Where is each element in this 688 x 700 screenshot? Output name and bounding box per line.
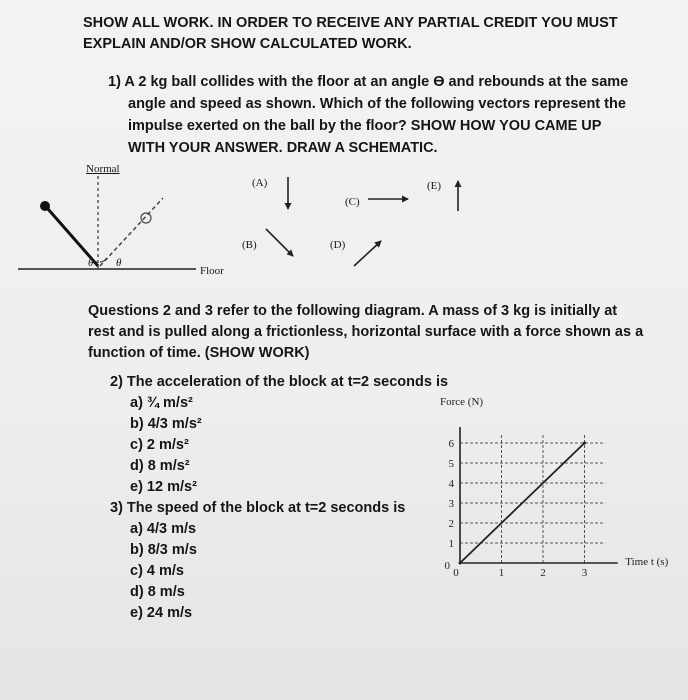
- q2-option-b: b) 4/3 m/s²: [130, 416, 202, 432]
- normal-label: Normal: [86, 163, 120, 175]
- q2-option-a: a) ¾ m/s²: [130, 395, 193, 411]
- theta-right-label: θ: [116, 257, 122, 269]
- q1-line-4: WITH YOUR ANSWER. DRAW A SCHEMATIC.: [128, 140, 438, 156]
- intro-line-1: Questions 2 and 3 refer to the following diagram. A mass of 3 kg is initially at: [88, 303, 618, 319]
- vector-e-label: (E): [427, 180, 442, 192]
- x-tick-label-2: 2: [540, 567, 546, 579]
- vector-c-label: (C): [345, 196, 360, 208]
- vector-b-label: (B): [242, 239, 257, 251]
- q3-option-b: b) 8/3 m/s: [130, 542, 197, 558]
- series-point-0-0: [459, 562, 462, 565]
- x-tick-label-3: 3: [581, 567, 588, 579]
- y-tick-label-2: 2: [448, 518, 454, 530]
- x-axis-title: Time t (s): [625, 556, 669, 568]
- q3-option-e: e) 24 m/s: [130, 605, 193, 621]
- theta-left-label: θ: [88, 257, 94, 269]
- series-point-0-1: [583, 442, 586, 445]
- floor-label: Floor: [200, 265, 224, 277]
- header-line-2: EXPLAIN AND/OR SHOW CALCULATED WORK.: [83, 36, 412, 52]
- origin-label: 0: [444, 560, 450, 572]
- x-tick-label-1: 1: [498, 567, 505, 579]
- q1-line-1: 1) A 2 kg ball collides with the floor at an angle ϴ and rebounds at the same: [108, 74, 629, 90]
- y-tick-label-1: 1: [448, 538, 454, 550]
- y-axis-title: Force (N): [440, 396, 484, 408]
- y-tick-label-4: 4: [448, 478, 454, 490]
- q3-option-d: d) 8 m/s: [130, 584, 185, 600]
- q1-line-3: impulse exerted on the ball by the floor? SHOW HOW YOU CAME UP: [128, 118, 602, 134]
- q2-option-d: d) 8 m/s²: [130, 458, 190, 474]
- q2-option-e: e) 12 m/s²: [130, 479, 197, 495]
- q2-option-c: c) 2 m/s²: [130, 437, 189, 453]
- intro-line-3: function of time. (SHOW WORK): [88, 345, 310, 361]
- q1-line-2: angle and speed as shown. Which of the following vectors represent the: [128, 96, 626, 112]
- vector-d-label: (D): [330, 239, 346, 251]
- y-tick-label-5: 5: [448, 458, 454, 470]
- q2-question: 2) The acceleration of the block at t=2 seconds is: [110, 374, 449, 390]
- q3-option-a: a) 4/3 m/s: [130, 521, 197, 537]
- y-tick-label-3: 3: [448, 498, 454, 510]
- header-line-1: SHOW ALL WORK. IN ORDER TO RECEIVE ANY PARTIAL CREDIT YOU MUST: [83, 15, 618, 31]
- y-tick-label-6: 6: [448, 438, 454, 450]
- vector-a-label: (A): [252, 177, 268, 189]
- x-tick-label-0: 0: [453, 567, 459, 579]
- q3-option-c: c) 4 m/s: [130, 563, 184, 579]
- q3-question: 3) The speed of the block at t=2 seconds is: [110, 500, 406, 516]
- intro-line-2: rest and is pulled along a frictionless, horizontal surface with a force shown as a: [88, 324, 644, 340]
